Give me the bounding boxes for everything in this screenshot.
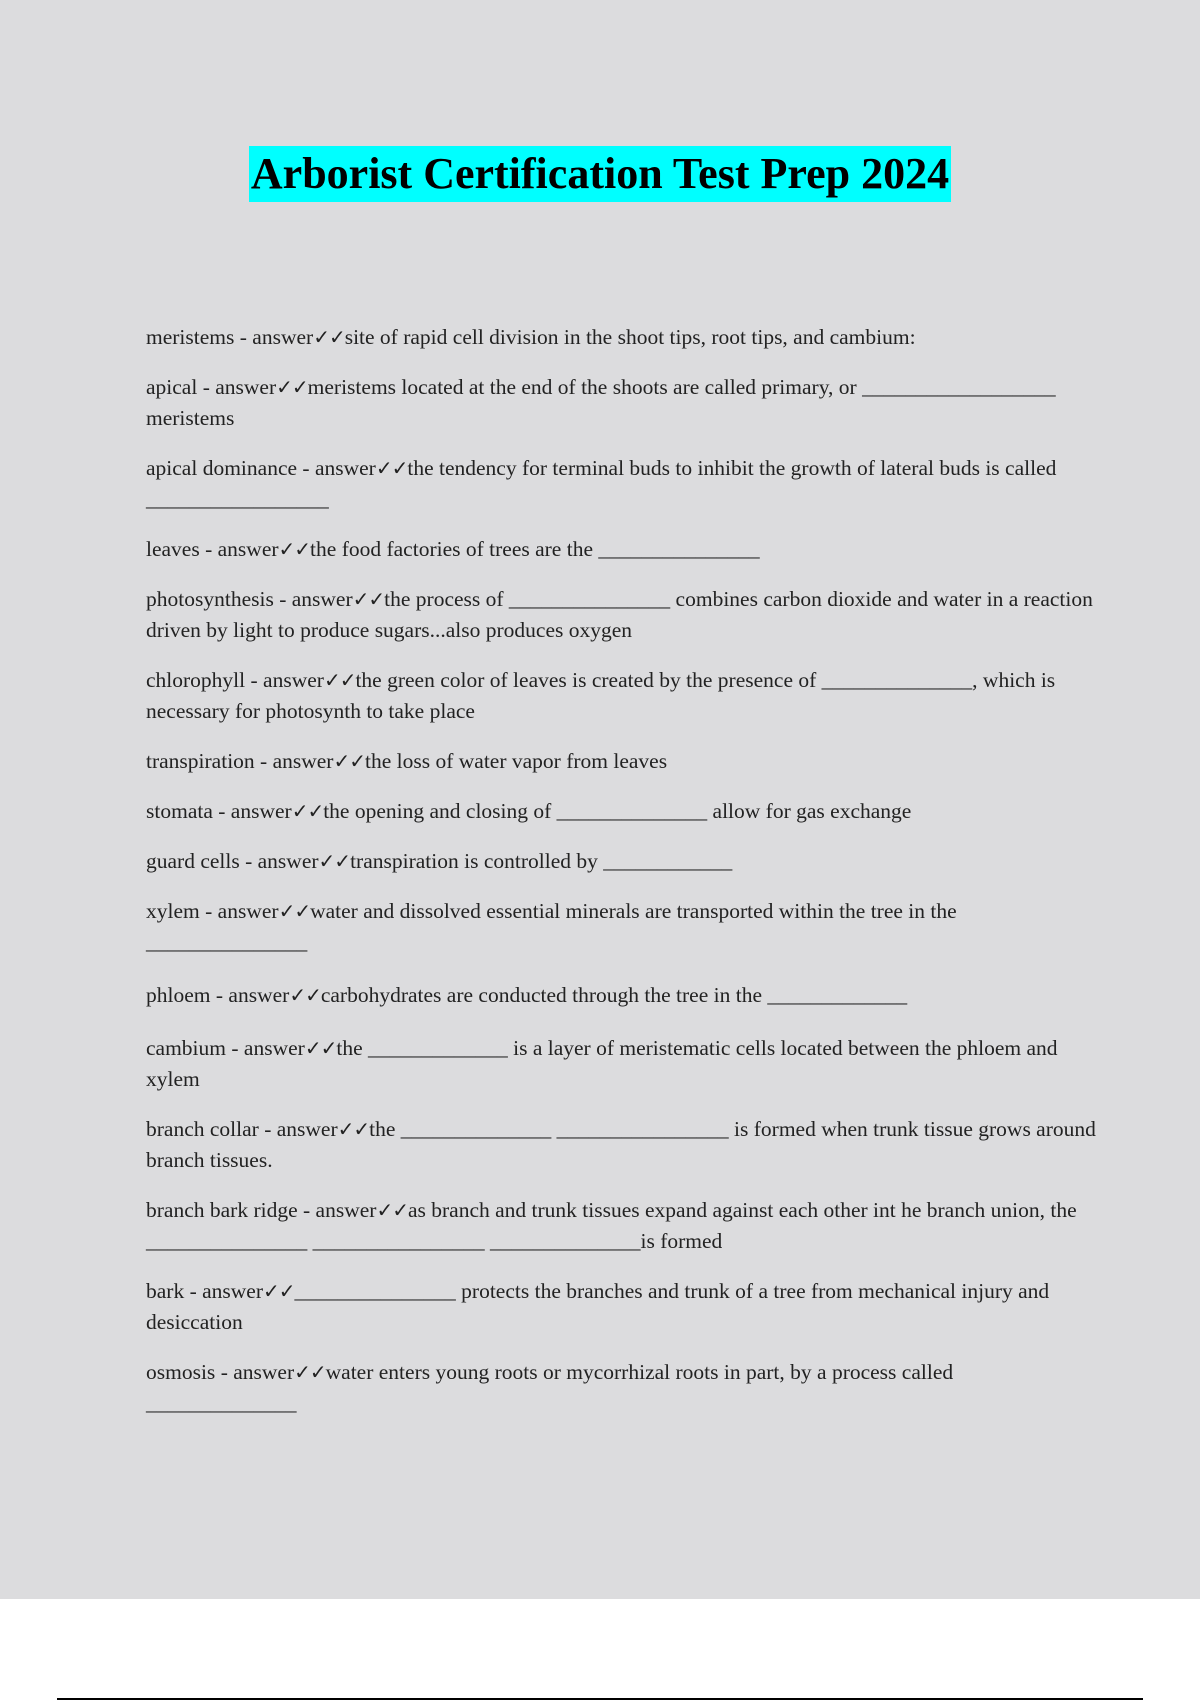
entry-separator: - answer [226, 1036, 305, 1060]
qa-entry [146, 453, 1096, 515]
entry-separator: - answer [258, 1117, 338, 1141]
entry-separator: - answer [245, 668, 324, 692]
qa-entry [146, 796, 1096, 827]
qa-entry [146, 1357, 1096, 1419]
entry-term: branch bark ridge [146, 1198, 298, 1222]
check-mark-icon: ✓✓ [291, 799, 324, 823]
qa-entry [146, 846, 1096, 877]
entry-definition: the process of _______________ combines carbon dioxide and water in a reaction driven by light to produce sugars...also produces oxygen [146, 587, 1093, 642]
qa-entry [146, 896, 1096, 958]
qa-entry [146, 584, 1096, 646]
qa-entry [146, 746, 1096, 777]
check-mark-icon: ✓✓ [323, 668, 356, 692]
entry-term: bark [146, 1279, 185, 1303]
entry-separator: - answer [184, 1279, 264, 1303]
check-mark-icon: ✓✓ [376, 1198, 408, 1222]
entry-term: guard cells [146, 849, 240, 873]
check-mark-icon: ✓✓ [289, 983, 321, 1007]
check-mark-icon: ✓✓ [304, 1036, 337, 1060]
qa-entry [146, 534, 1096, 565]
check-mark-icon: ✓✓ [276, 375, 308, 399]
entry-definition: the _____________ is a layer of meristematic cells located between the phloem and xylem [146, 1036, 1058, 1091]
entry-definition: _______________ protects the branches and trunk of a tree from mechanical injury and desiccation [146, 1279, 1050, 1334]
entry-term: photosynthesis [146, 587, 274, 611]
entry-term: meristems [146, 325, 235, 349]
entry-separator: - answer [297, 1198, 377, 1222]
entry-term: xylem [146, 899, 200, 923]
entry-definition: the opening and closing of ______________ allow for gas exchange [323, 799, 912, 823]
qa-entry [146, 1195, 1096, 1257]
entry-separator: - answer [215, 1360, 295, 1384]
entry-definition: the food factories of trees are the _______________ [310, 537, 760, 561]
entry-term: cambium [146, 1036, 227, 1060]
qa-entry [146, 980, 1096, 1011]
entry-definition: water enters young roots or mycorrhizal roots in part, by a process called ______________ [146, 1360, 954, 1415]
qa-entry [146, 1276, 1096, 1338]
entry-separator: - answer [199, 537, 279, 561]
entry-term: apical [146, 375, 198, 399]
entry-term: stomata [146, 799, 213, 823]
entry-separator: - answer [297, 456, 376, 480]
entry-term: osmosis [146, 1360, 216, 1384]
entry-term: apical dominance [146, 456, 298, 480]
check-mark-icon: ✓✓ [337, 1117, 370, 1141]
entry-definition: the loss of water vapor from leaves [365, 749, 668, 773]
qa-entry [146, 665, 1096, 727]
entry-definition: the ______________ ________________ is formed when trunk tissue grows around branch tissues. [146, 1117, 1096, 1172]
document-title: Arborist Certification Test Prep 2024 [249, 146, 951, 202]
entry-separator: - answer [234, 325, 314, 349]
check-mark-icon: ✓✓ [294, 1360, 326, 1384]
entry-term: leaves [146, 537, 200, 561]
entry-separator: - answer [210, 983, 290, 1007]
entry-separator: - answer [254, 749, 334, 773]
check-mark-icon: ✓✓ [375, 456, 408, 480]
check-mark-icon: ✓✓ [333, 749, 365, 773]
qa-entry [146, 322, 1096, 353]
qa-entry [146, 372, 1096, 434]
check-mark-icon: ✓✓ [278, 537, 311, 561]
check-mark-icon: ✓✓ [352, 587, 385, 611]
entry-definition: water and dissolved essential minerals are transported within the tree in the _______________ [146, 899, 957, 954]
entry-definition: the tendency for terminal buds to inhibit the growth of lateral buds is called _________________ [146, 456, 1057, 511]
title-container [0, 146, 1200, 202]
check-mark-icon: ✓✓ [313, 325, 345, 349]
entry-definition: site of rapid cell division in the shoot tips, root tips, and cambium: [344, 325, 916, 349]
entry-separator: - answer [239, 849, 319, 873]
entry-term: branch collar [146, 1117, 259, 1141]
entry-definition: meristems located at the end of the shoots are called primary, or __________________ meristems [146, 375, 1056, 430]
qa-list [146, 322, 1096, 1438]
entry-definition: transpiration is controlled by ____________ [350, 849, 733, 873]
entry-separator: - answer [199, 899, 279, 923]
entry-separator: - answer [212, 799, 292, 823]
entry-term: chlorophyll [146, 668, 246, 692]
entry-separator: - answer [273, 587, 353, 611]
entry-term: transpiration [146, 749, 255, 773]
entry-definition: as branch and trunk tissues expand against each other int he branch union, the _______________ ________________ ______________is formed [146, 1198, 1077, 1253]
check-mark-icon: ✓✓ [318, 849, 351, 873]
entry-definition: the green color of leaves is created by the presence of ______________, which is necessary for photosynth to take place [146, 668, 1056, 723]
qa-entry [146, 1114, 1096, 1176]
footer-divider [57, 1698, 1143, 1700]
qa-entry [146, 1033, 1096, 1095]
check-mark-icon: ✓✓ [263, 1279, 295, 1303]
entry-separator: - answer [197, 375, 277, 399]
check-mark-icon: ✓✓ [278, 899, 311, 923]
entry-term: phloem [146, 983, 211, 1007]
entry-definition: carbohydrates are conducted through the tree in the _____________ [320, 983, 908, 1007]
